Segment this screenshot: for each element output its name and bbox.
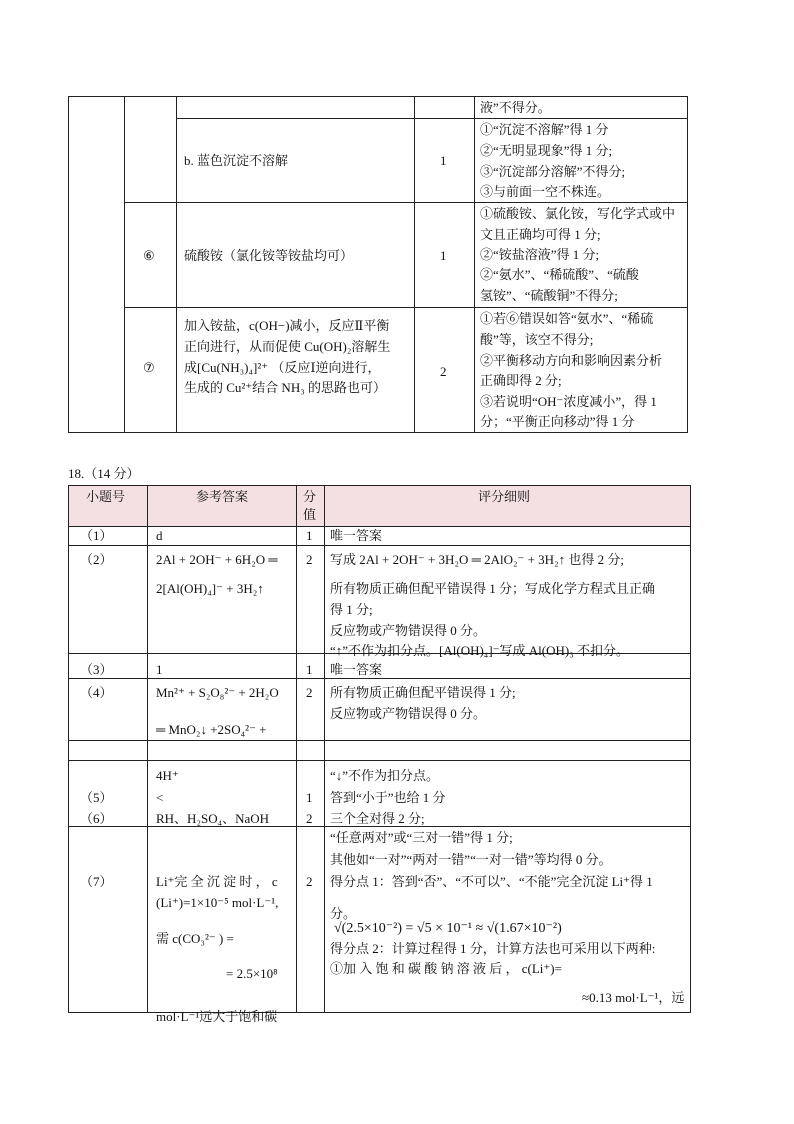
q2-number: （2） xyxy=(80,552,113,567)
row7-note-2: 酸”等，该空不得分; xyxy=(480,332,594,347)
q2-answer-line2: 2[Al(OH)₄]⁻ + 3H₂↑ xyxy=(156,581,264,596)
row7-note-6: 分；“平衡正向移动”得 1 分 xyxy=(480,414,635,429)
q7-answer-1: Li⁺完 全 沉 淀 时 ， c xyxy=(156,874,278,889)
row7-answer-1: 加入铵盐，c(OH−)减小，反应Ⅱ平衡 xyxy=(184,318,390,333)
row7-number: ⑦ xyxy=(143,360,155,375)
q5-number: （5） xyxy=(80,790,113,805)
q2-score: 2 xyxy=(306,552,313,567)
row7-score: 2 xyxy=(440,364,447,379)
q7-rubric-3: 得分点 1：答到“否”、“不可以”、“不能”完全沉淀 Li⁺得 1 xyxy=(330,874,653,889)
q4-answer-line2: ═ MnO₂↓ +2SO₄²⁻ + xyxy=(156,722,267,737)
q2-rubric-2: 所有物质正确但配平错误得 1 分；写成化学方程式且正确 xyxy=(330,581,656,596)
q7-rubric-4: 分。 xyxy=(330,906,357,921)
q5-rubric-pre: “↓”不作为扣分点。 xyxy=(330,768,440,783)
header-score-a: 分 xyxy=(303,489,317,504)
top-row-note: 液”不得分。 xyxy=(480,100,551,115)
q4-answer-line1: Mn²⁺ + S₂O₈²⁻ + 2H₂O xyxy=(156,685,279,700)
q5-answer: < xyxy=(156,790,164,805)
row7-note-3: ②平衡移动方向和影响因素分析 xyxy=(480,353,663,368)
q2-rubric-3: 得 1 分; xyxy=(330,602,373,617)
row6-note-4: ②“氨水”、“稀硫酸”、“硫酸 xyxy=(480,267,639,282)
q7-answer-5: mol·L⁻¹远大于饱和碳 xyxy=(156,1009,278,1024)
q6-score: 2 xyxy=(306,811,313,826)
header-rubric: 评分细则 xyxy=(478,489,531,504)
q4-score: 2 xyxy=(306,685,313,700)
q5-rubric: 答到“小于”也给 1 分 xyxy=(330,790,446,805)
q1-rubric: 唯一答案 xyxy=(330,528,383,543)
q7-answer-3: 需 c(CO₃²⁻ ) = xyxy=(156,931,234,946)
row7-note-1: ①若⑥错误如答“氨水”、“稀硫 xyxy=(480,311,654,326)
section-title: 18.（14 分） xyxy=(68,466,140,481)
q2-rubric-1: 写成 2Al + 2OH⁻ + 3H₂O ═ 2AlO₂⁻ + 3H₂↑ 也得 2 分; xyxy=(330,552,624,567)
header-question-number: 小题号 xyxy=(86,489,126,504)
q7-rubric-1: “任意两对”或“三对一错”得 1 分; xyxy=(330,830,513,845)
q7-rubric-5: 得分点 2：计算过程得 1 分，计算方法也可采用以下两种: xyxy=(330,941,656,956)
row7-note-5: ③若说明“OH⁻浓度减小”，得 1 xyxy=(480,394,657,409)
row6-note-1: ①硫酸铵、氯化铵，写化学式或中 xyxy=(480,206,676,221)
row-b-note-2: ②“无明显现象”得 1 分; xyxy=(480,143,613,158)
row7-answer-2: 正向进行，从而促使 Cu(OH)₂溶解生 xyxy=(184,339,391,354)
q3-number: （3） xyxy=(80,662,113,677)
q7-answer-2: (Li⁺)=1×10⁻⁵ mol·L⁻¹, xyxy=(156,895,279,910)
q7-rubric-7: ≈0.13 mol·L⁻¹，远 xyxy=(582,990,685,1005)
q2-rubric-5: “↑”不作为扣分点。[Al(OH)₄]⁻写成 Al(OH)₃ 不扣分。 xyxy=(330,643,629,658)
q7-number: （7） xyxy=(80,874,113,889)
row6-note-2: 文且正确均可得 1 分; xyxy=(480,227,601,242)
q7-score: 2 xyxy=(306,874,313,889)
q6-answer: RH、H₂SO₄、NaOH xyxy=(156,811,270,826)
row-b-score: 1 xyxy=(440,153,447,168)
q7-formula: √(2.5×10⁻²) = √5 × 10⁻¹ ≈ √(1.67×10⁻²) xyxy=(334,921,562,936)
header-score-b: 值 xyxy=(303,507,317,522)
q7-rubric-2: 其他如“一对”“两对一错”“一对一错”等均得 0 分。 xyxy=(330,852,612,867)
q7-answer-4: = 2.5×10⁸ xyxy=(226,966,278,981)
row6-answer: 硫酸铵（氯化铵等铵盐均可） xyxy=(184,248,354,263)
row-b-answer: b. 蓝色沉淀不溶解 xyxy=(184,153,289,168)
q3-answer: 1 xyxy=(156,662,163,677)
row-b-note-4: ③与前面一空不株连。 xyxy=(480,184,611,199)
q3-score: 1 xyxy=(306,662,313,677)
q7-rubric-6: ①加 入 饱 和 碳 酸 钠 溶 液 后 ， c(Li⁺)= xyxy=(330,961,562,976)
row6-score: 1 xyxy=(440,248,447,263)
q1-number: （1） xyxy=(80,528,113,543)
q4-answer-continued: 4H⁺ xyxy=(156,768,179,783)
q6-number: （6） xyxy=(80,811,113,826)
row-b-note-1: ①“沉淀不溶解”得 1 分 xyxy=(480,122,609,137)
q1-answer: d xyxy=(156,528,163,543)
q4-number: （4） xyxy=(80,685,113,700)
q4-rubric-1: 所有物质正确但配平错误得 1 分; xyxy=(330,685,516,700)
q5-score: 1 xyxy=(306,790,313,805)
row6-note-3: ②“铵盐溶液”得 1 分; xyxy=(480,247,600,262)
q4-rubric-2: 反应物或产物错误得 0 分。 xyxy=(330,706,487,721)
q1-score: 1 xyxy=(306,528,313,543)
row-b-note-3: ③“沉淀部分溶解”不得分; xyxy=(480,164,626,179)
q6-rubric: 三个全对得 2 分; xyxy=(330,811,425,826)
q3-rubric: 唯一答案 xyxy=(330,662,383,677)
row6-number: ⑥ xyxy=(143,248,155,263)
q2-answer-line1: 2Al + 2OH⁻ + 6H₂O ═ xyxy=(156,552,278,567)
q2-rubric-4: 反应物或产物错误得 0 分。 xyxy=(330,623,487,638)
row7-note-4: 正确即得 2 分; xyxy=(480,373,562,388)
row6-note-5: 氢铵”、“硫酸铜”不得分; xyxy=(480,288,618,303)
header-reference-answer: 参考答案 xyxy=(196,489,249,504)
row7-answer-4: 生成的 Cu²⁺结合 NH₃ 的思路也可） xyxy=(184,380,386,395)
row7-answer-3: 成[Cu(NH₃)₄]²⁺ （反应Ⅰ逆向进行， xyxy=(184,360,381,375)
